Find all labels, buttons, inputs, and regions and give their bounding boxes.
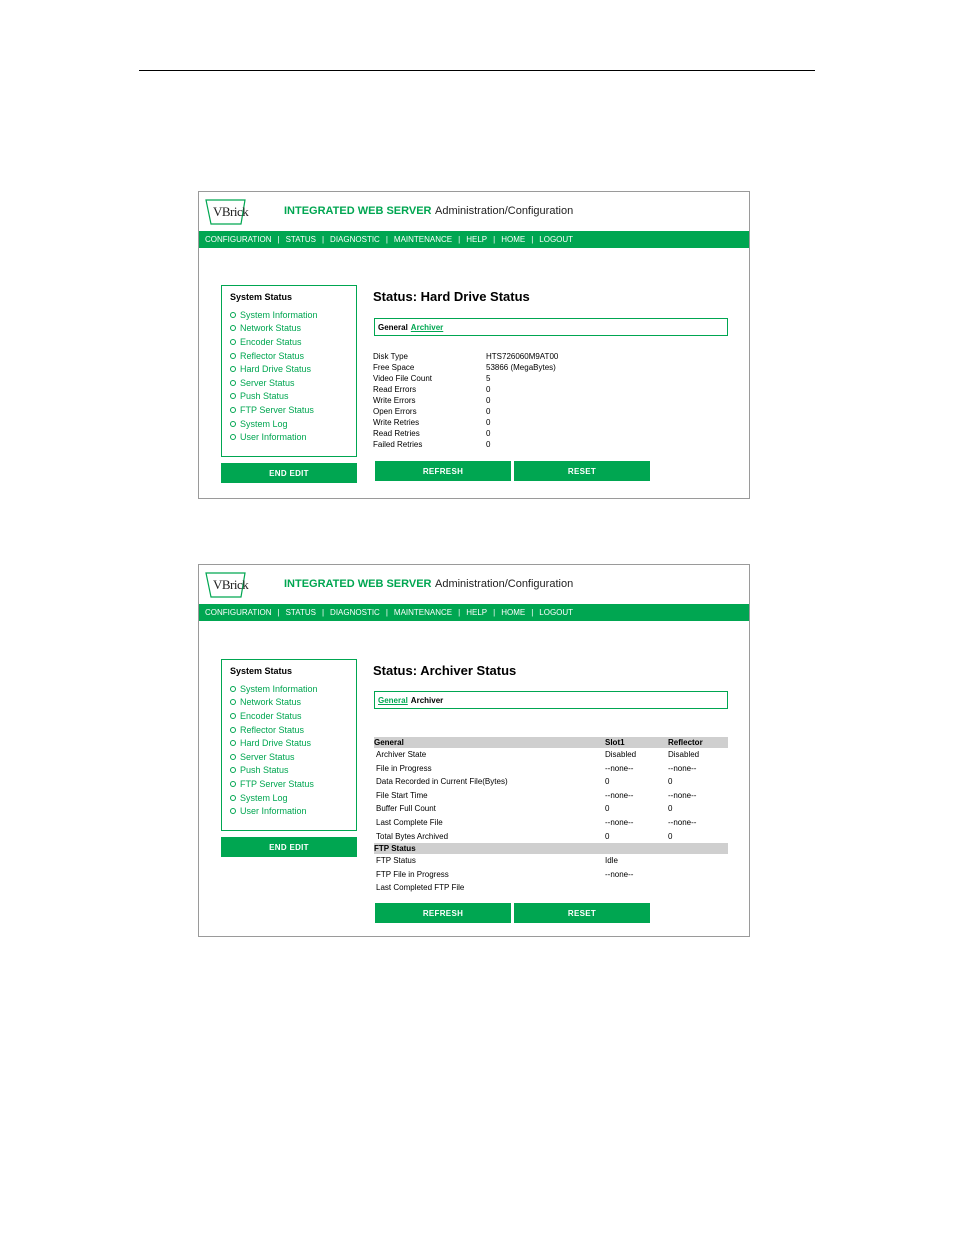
field-label: Disk Type bbox=[373, 352, 408, 361]
nav-help[interactable]: HELP bbox=[466, 608, 488, 617]
tab-archiver[interactable]: Archiver bbox=[410, 322, 444, 332]
ftp-value: Idle bbox=[605, 856, 618, 866]
nav-help[interactable]: HELP bbox=[466, 235, 488, 244]
reflector-value: 0 bbox=[668, 777, 673, 787]
tab-bar bbox=[374, 691, 728, 709]
section-title: FTP Status bbox=[374, 844, 416, 854]
field-label: Free Space bbox=[373, 363, 415, 372]
hard-drive-status-window bbox=[198, 191, 750, 499]
nav-configuration[interactable]: CONFIGURATION bbox=[205, 235, 272, 244]
field-label: Video File Count bbox=[373, 374, 432, 383]
nav-configuration[interactable]: CONFIGURATION bbox=[205, 608, 272, 617]
app-title: INTEGRATED WEB SERVER bbox=[284, 205, 432, 217]
row-label: FTP Status bbox=[376, 856, 416, 866]
nav-maintenance[interactable]: MAINTENANCE bbox=[393, 608, 453, 617]
field-value: 0 bbox=[486, 407, 491, 416]
page-title: Status: Archiver Status bbox=[373, 663, 517, 678]
sidebar-item-push-status[interactable]: Push Status bbox=[230, 764, 318, 778]
refresh-button[interactable]: REFRESH bbox=[375, 461, 511, 481]
table-row bbox=[374, 748, 728, 762]
app-subtitle: Administration/Configuration bbox=[435, 578, 574, 590]
sidebar-item-hard-drive-status[interactable]: Hard Drive Status bbox=[230, 736, 318, 750]
sidebar-item-server-status[interactable]: Server Status bbox=[230, 750, 318, 764]
sidebar-item-encoder-status[interactable]: Encoder Status bbox=[230, 335, 318, 349]
row-label: Last Completed FTP File bbox=[376, 883, 465, 893]
bullet-icon bbox=[230, 421, 236, 427]
nav-status[interactable]: STATUS bbox=[285, 608, 316, 617]
table-row bbox=[374, 830, 728, 844]
field-label: Write Retries bbox=[373, 418, 420, 427]
column-header: Slot1 bbox=[605, 738, 625, 747]
field-value: 5 bbox=[486, 374, 491, 383]
row-label: Data Recorded in Current File(Bytes) bbox=[376, 777, 508, 787]
bullet-icon bbox=[230, 795, 236, 801]
table-row bbox=[374, 816, 728, 830]
bullet-icon bbox=[230, 754, 236, 760]
nav-home[interactable]: HOME bbox=[501, 235, 526, 244]
app-subtitle: Administration/Configuration bbox=[435, 205, 574, 217]
slot1-value: 0 bbox=[605, 831, 610, 841]
tab-archiver[interactable]: Archiver bbox=[410, 695, 444, 705]
field-value: HTS726060M9AT00 bbox=[486, 352, 559, 361]
tab-general[interactable]: General bbox=[378, 322, 408, 332]
slot1-value: --none-- bbox=[605, 790, 634, 800]
table-row bbox=[374, 868, 728, 882]
reset-button[interactable]: RESET bbox=[514, 903, 650, 923]
refresh-button[interactable]: REFRESH bbox=[375, 903, 511, 923]
table-row bbox=[374, 854, 728, 868]
bullet-icon bbox=[230, 808, 236, 814]
page-title: Status: Hard Drive Status bbox=[373, 289, 530, 304]
sidebar-title: System Status bbox=[230, 666, 293, 676]
nav-maintenance[interactable]: MAINTENANCE bbox=[393, 235, 453, 244]
field-value: 0 bbox=[486, 418, 491, 427]
row-label: Archiver State bbox=[376, 750, 427, 759]
top-nav: CONFIGURATION | STATUS | DIAGNOSTIC | MAINTENANCE | HELP | HOME | LOGOUT bbox=[199, 231, 749, 248]
bullet-icon bbox=[230, 380, 236, 386]
sidebar-item-push-status[interactable]: Push Status bbox=[230, 390, 318, 404]
bullet-icon bbox=[230, 434, 236, 440]
sidebar-item-reflector-status[interactable]: Reflector Status bbox=[230, 723, 318, 737]
slot1-value: --none-- bbox=[605, 817, 634, 827]
field-value: 0 bbox=[486, 440, 491, 449]
row-label: File Start Time bbox=[376, 790, 428, 800]
vbrick-logo[interactable]: VBrick bbox=[205, 571, 249, 599]
bullet-icon bbox=[230, 686, 236, 692]
field-value: 0 bbox=[486, 396, 491, 405]
slot1-value: 0 bbox=[605, 804, 610, 814]
field-value: 0 bbox=[486, 429, 491, 438]
table-row bbox=[374, 762, 728, 776]
sidebar bbox=[221, 659, 357, 831]
sidebar-item-reflector-status[interactable]: Reflector Status bbox=[230, 349, 318, 363]
header bbox=[199, 192, 749, 233]
vbrick-logo[interactable]: VBrick bbox=[205, 198, 249, 226]
bullet-icon bbox=[230, 740, 236, 746]
bullet-icon bbox=[230, 407, 236, 413]
slot1-value: --none-- bbox=[605, 763, 634, 773]
bullet-icon bbox=[230, 767, 236, 773]
nav-status[interactable]: STATUS bbox=[285, 235, 316, 244]
bullet-icon bbox=[230, 393, 236, 399]
bullet-icon bbox=[230, 339, 236, 345]
sidebar-item-system-log[interactable]: System Log bbox=[230, 417, 318, 431]
reflector-value: 0 bbox=[668, 804, 673, 814]
nav-diagnostic[interactable]: DIAGNOSTIC bbox=[330, 235, 380, 244]
sidebar-item-user-information[interactable]: User Information bbox=[230, 804, 318, 818]
reflector-value: Disabled bbox=[668, 750, 700, 759]
sidebar bbox=[221, 285, 357, 457]
nav-diagnostic[interactable]: DIAGNOSTIC bbox=[330, 608, 380, 617]
table-row bbox=[374, 802, 728, 816]
ftp-section-header bbox=[374, 843, 728, 854]
app-title: INTEGRATED WEB SERVER bbox=[284, 578, 432, 590]
nav-logout[interactable]: LOGOUT bbox=[539, 608, 574, 617]
sidebar-item-system-information[interactable]: System Information bbox=[230, 682, 318, 696]
row-label: File in Progress bbox=[376, 763, 432, 773]
reflector-value: --none-- bbox=[668, 763, 697, 773]
row-label: FTP File in Progress bbox=[376, 869, 449, 879]
column-header: Reflector bbox=[668, 738, 703, 747]
sidebar-item-system-log[interactable]: System Log bbox=[230, 791, 318, 805]
sidebar-item-ftp-server-status[interactable]: FTP Server Status bbox=[230, 777, 318, 791]
field-label: Write Errors bbox=[373, 396, 416, 405]
field-value: 53866 (MegaBytes) bbox=[486, 363, 556, 372]
bullet-icon bbox=[230, 727, 236, 733]
bullet-icon bbox=[230, 353, 236, 359]
nav-home[interactable]: HOME bbox=[501, 608, 526, 617]
bullet-icon bbox=[230, 312, 236, 318]
end-edit-button[interactable]: END EDIT bbox=[221, 463, 357, 483]
table-row bbox=[374, 775, 728, 789]
end-edit-button[interactable]: END EDIT bbox=[221, 837, 357, 857]
sidebar-item-network-status[interactable]: Network Status bbox=[230, 322, 318, 336]
sidebar-item-encoder-status[interactable]: Encoder Status bbox=[230, 709, 318, 723]
column-header: General bbox=[374, 738, 404, 747]
tab-general[interactable]: General bbox=[378, 695, 408, 705]
field-label: Failed Retries bbox=[373, 440, 423, 449]
reflector-value: --none-- bbox=[668, 817, 697, 827]
sidebar-item-hard-drive-status[interactable]: Hard Drive Status bbox=[230, 362, 318, 376]
reflector-value: --none-- bbox=[668, 790, 697, 800]
bullet-icon bbox=[230, 781, 236, 787]
archiver-table bbox=[374, 737, 728, 895]
nav-logout[interactable]: LOGOUT bbox=[539, 235, 574, 244]
field-label: Read Errors bbox=[373, 385, 417, 394]
field-value: 0 bbox=[486, 385, 491, 394]
row-label: Buffer Full Count bbox=[376, 804, 436, 814]
bullet-icon bbox=[230, 713, 236, 719]
sidebar-title: System Status bbox=[230, 292, 293, 302]
bullet-icon bbox=[230, 325, 236, 331]
table-row bbox=[374, 881, 728, 895]
field-label: Read Retries bbox=[373, 429, 420, 438]
header bbox=[199, 565, 749, 606]
sidebar-item-network-status[interactable]: Network Status bbox=[230, 696, 318, 710]
top-nav: CONFIGURATION | STATUS | DIAGNOSTIC | MAINTENANCE | HELP | HOME | LOGOUT bbox=[199, 604, 749, 621]
row-label: Last Complete File bbox=[376, 817, 443, 827]
row-label: Total Bytes Archived bbox=[376, 831, 449, 841]
sidebar-item-user-information[interactable]: User Information bbox=[230, 430, 318, 444]
archiver-status-window bbox=[198, 564, 750, 937]
bullet-icon bbox=[230, 366, 236, 372]
sidebar-item-ftp-server-status[interactable]: FTP Server Status bbox=[230, 403, 318, 417]
slot1-value: 0 bbox=[605, 777, 610, 787]
sidebar-item-server-status[interactable]: Server Status bbox=[230, 376, 318, 390]
table-header-row bbox=[374, 737, 728, 748]
top-rule bbox=[139, 70, 815, 71]
slot1-value: Disabled bbox=[605, 750, 637, 759]
bullet-icon bbox=[230, 699, 236, 705]
sidebar-item-system-information[interactable]: System Information bbox=[230, 308, 318, 322]
reflector-value: 0 bbox=[668, 831, 673, 841]
field-label: Open Errors bbox=[373, 407, 417, 416]
tab-bar bbox=[374, 318, 728, 336]
ftp-value: --none-- bbox=[605, 869, 634, 879]
reset-button[interactable]: RESET bbox=[514, 461, 650, 481]
table-row bbox=[374, 789, 728, 803]
